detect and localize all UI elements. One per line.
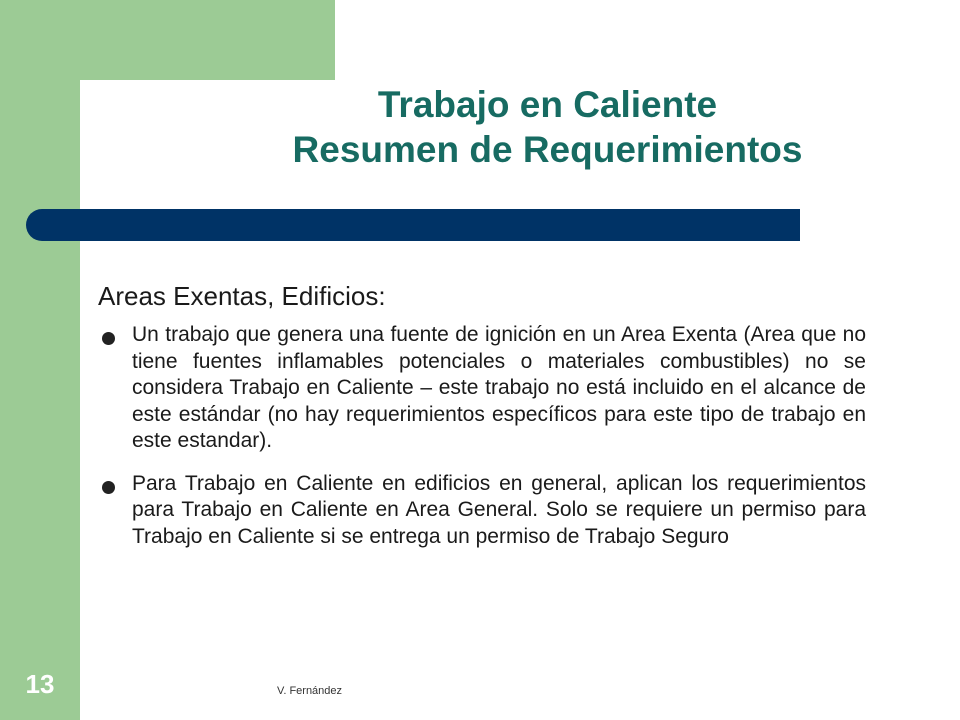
bullet-dot-icon xyxy=(102,481,115,494)
bullet-text: Un trabajo que genera una fuente de ignición en un Area Exenta (Area que no tiene fuentes inflamables potenciales o materiales combustibles) no se considera Trabajo en Caliente – este trabajo no está incluido en el alcance de este estándar (no hay requerimientos específicos para este tipo de trabajo en este estandar). xyxy=(132,323,866,452)
slide-number: 13 xyxy=(25,669,55,699)
title-divider-bar xyxy=(26,209,800,241)
slide-title xyxy=(200,82,895,172)
slide-body xyxy=(98,278,866,566)
section-heading: Areas Exentas, Edificios: xyxy=(98,281,386,311)
bullet-list xyxy=(98,322,866,550)
bullet-item xyxy=(98,471,866,551)
corner-curve xyxy=(80,80,124,124)
left-decorative-band xyxy=(0,0,80,720)
bullet-dot-icon xyxy=(102,332,115,345)
bullet-item xyxy=(98,322,866,455)
top-decorative-band xyxy=(80,0,335,80)
footer-author: V. Fernández xyxy=(277,685,343,697)
title-line-1: Trabajo en Caliente xyxy=(377,84,718,125)
bullet-text: Para Trabajo en Caliente en edificios en general, aplican los requerimientos para Trabajo en Caliente en Area General. Solo se requiere un permiso para Trabajo en Caliente si se entrega un permiso de Trabajo Seguro xyxy=(132,471,866,548)
title-line-2: Resumen de Requerimientos xyxy=(292,129,803,170)
